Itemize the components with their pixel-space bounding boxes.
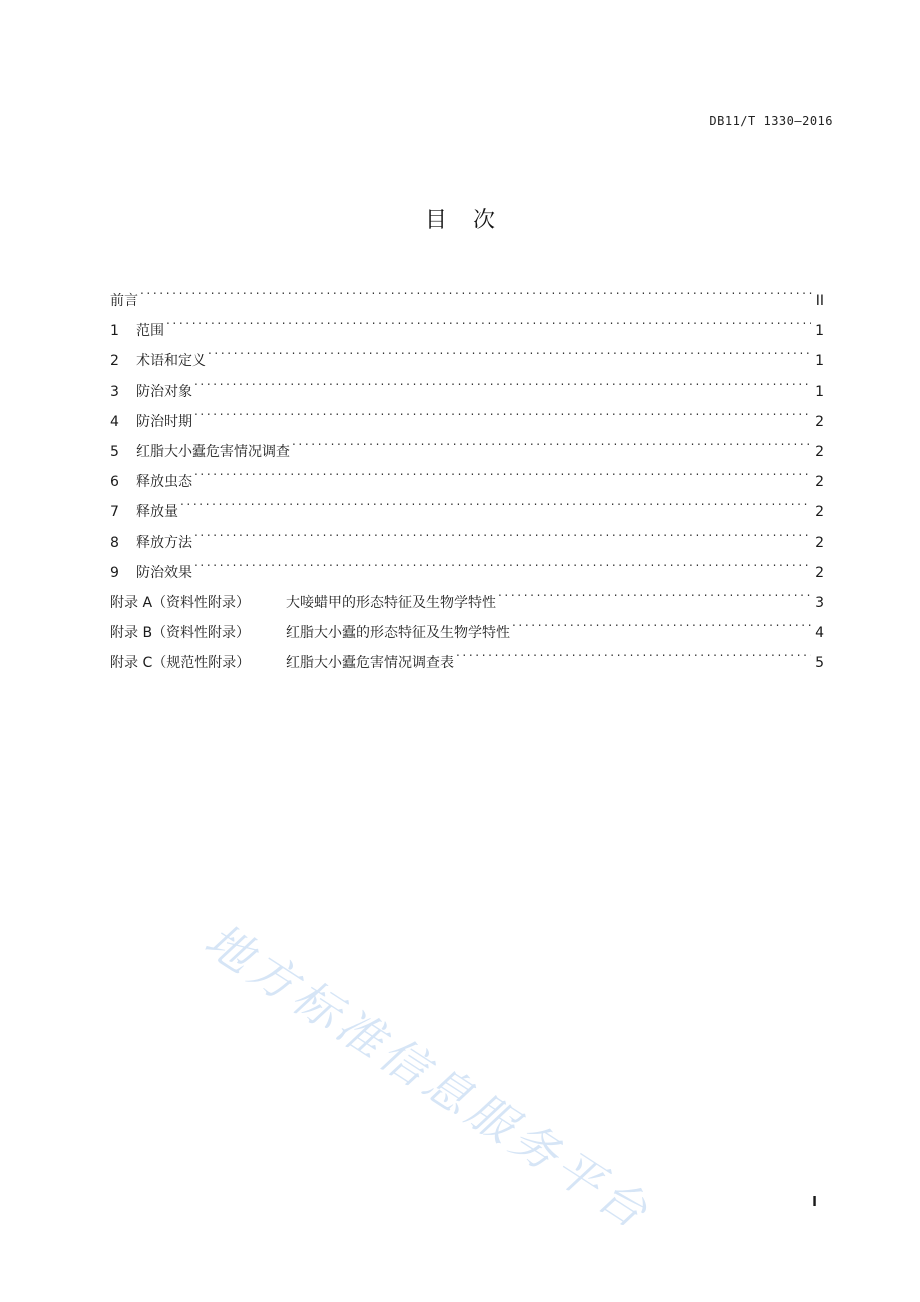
dot-leader: [194, 456, 811, 486]
dot-leader: [194, 517, 811, 547]
toc-entry-text: 前言: [110, 293, 138, 309]
toc-entry-text: 大唼蜡甲的形态特征及生物学特性: [286, 594, 496, 611]
toc-entry-text: 释放虫态: [136, 474, 192, 491]
toc-entry-2[interactable]: [110, 335, 824, 370]
dot-leader: [166, 305, 811, 335]
toc-entry-text: 释放量: [136, 504, 178, 521]
page-title: 目次: [424, 208, 521, 233]
toc-page-number: 4: [815, 625, 824, 642]
toc-entry-text: 防治对象: [136, 383, 192, 400]
toc-page-number: 2: [815, 474, 824, 491]
footer-page-number: I: [812, 1195, 817, 1210]
toc-section-number: 8: [110, 534, 119, 551]
dot-leader: [292, 426, 811, 456]
toc-page-number: 2: [815, 504, 824, 521]
dot-leader: [456, 637, 811, 667]
dot-leader: [208, 335, 811, 365]
toc-entry-text: 防治时期: [136, 413, 192, 430]
toc-entry-text: 红脂大小蠹的形态特征及生物学特性: [286, 625, 510, 642]
toc-page-number: 2: [815, 413, 824, 430]
toc-section-number: 4: [110, 413, 119, 430]
watermark: 地方标准信息服务平台: [195, 912, 662, 1242]
toc-section-number: 7: [110, 504, 119, 521]
toc-page-number: 2: [815, 534, 824, 551]
toc-page-number: 3: [815, 594, 824, 611]
dot-leader: [498, 577, 811, 607]
dot-leader: [180, 486, 811, 516]
toc-entry-4[interactable]: [110, 396, 824, 430]
appendix-label: 附录 C（规范性附录）: [110, 655, 251, 672]
appendix-label: 附录 B（资料性附录）: [110, 625, 251, 642]
toc-section-number: 1: [110, 323, 119, 340]
dot-leader: [194, 547, 811, 577]
toc-entry-1[interactable]: [110, 305, 824, 340]
toc-entry-7[interactable]: [110, 486, 824, 521]
toc-page-number: 1: [815, 383, 824, 400]
dot-leader: [512, 607, 811, 637]
document-code: DB11/T 1330—2016: [709, 114, 833, 128]
toc-section-number: 5: [110, 443, 119, 460]
toc-page-number: 2: [815, 443, 824, 460]
toc-entry-3[interactable]: [110, 366, 824, 400]
toc-entry-6[interactable]: [110, 456, 824, 491]
toc-page-number: 5: [815, 655, 824, 672]
toc-entry-text: 红脂大小蠹危害情况调查: [136, 443, 290, 460]
dot-leader: [194, 396, 811, 426]
toc-entry-text: 红脂大小蠹危害情况调查表: [286, 655, 454, 672]
table-of-contents: [110, 275, 824, 672]
toc-entry-text: 范围: [136, 323, 164, 340]
toc-entry-text: 术语和定义: [136, 353, 206, 370]
toc-entry-foreword[interactable]: [110, 275, 824, 309]
toc-entry-text: 防治效果: [136, 564, 192, 581]
toc-entry-text: 释放方法: [136, 534, 192, 551]
appendix-label: 附录 A（资料性附录）: [110, 594, 251, 611]
toc-section-number: 2: [110, 353, 119, 370]
toc-entry-5[interactable]: [110, 426, 824, 460]
toc-section-number: 3: [110, 383, 119, 400]
dot-leader: [140, 275, 812, 305]
toc-page-number: 2: [815, 564, 824, 581]
toc-section-number: 9: [110, 564, 119, 581]
toc-page-number: 1: [815, 323, 824, 340]
toc-page-number: 1: [815, 353, 824, 370]
dot-leader: [194, 366, 811, 396]
toc-entry-9[interactable]: [110, 547, 824, 581]
toc-entry-appendix-a[interactable]: [110, 577, 824, 611]
toc-section-number: 6: [110, 474, 119, 491]
toc-entry-8[interactable]: [110, 517, 824, 551]
toc-page-number: II: [815, 293, 824, 309]
